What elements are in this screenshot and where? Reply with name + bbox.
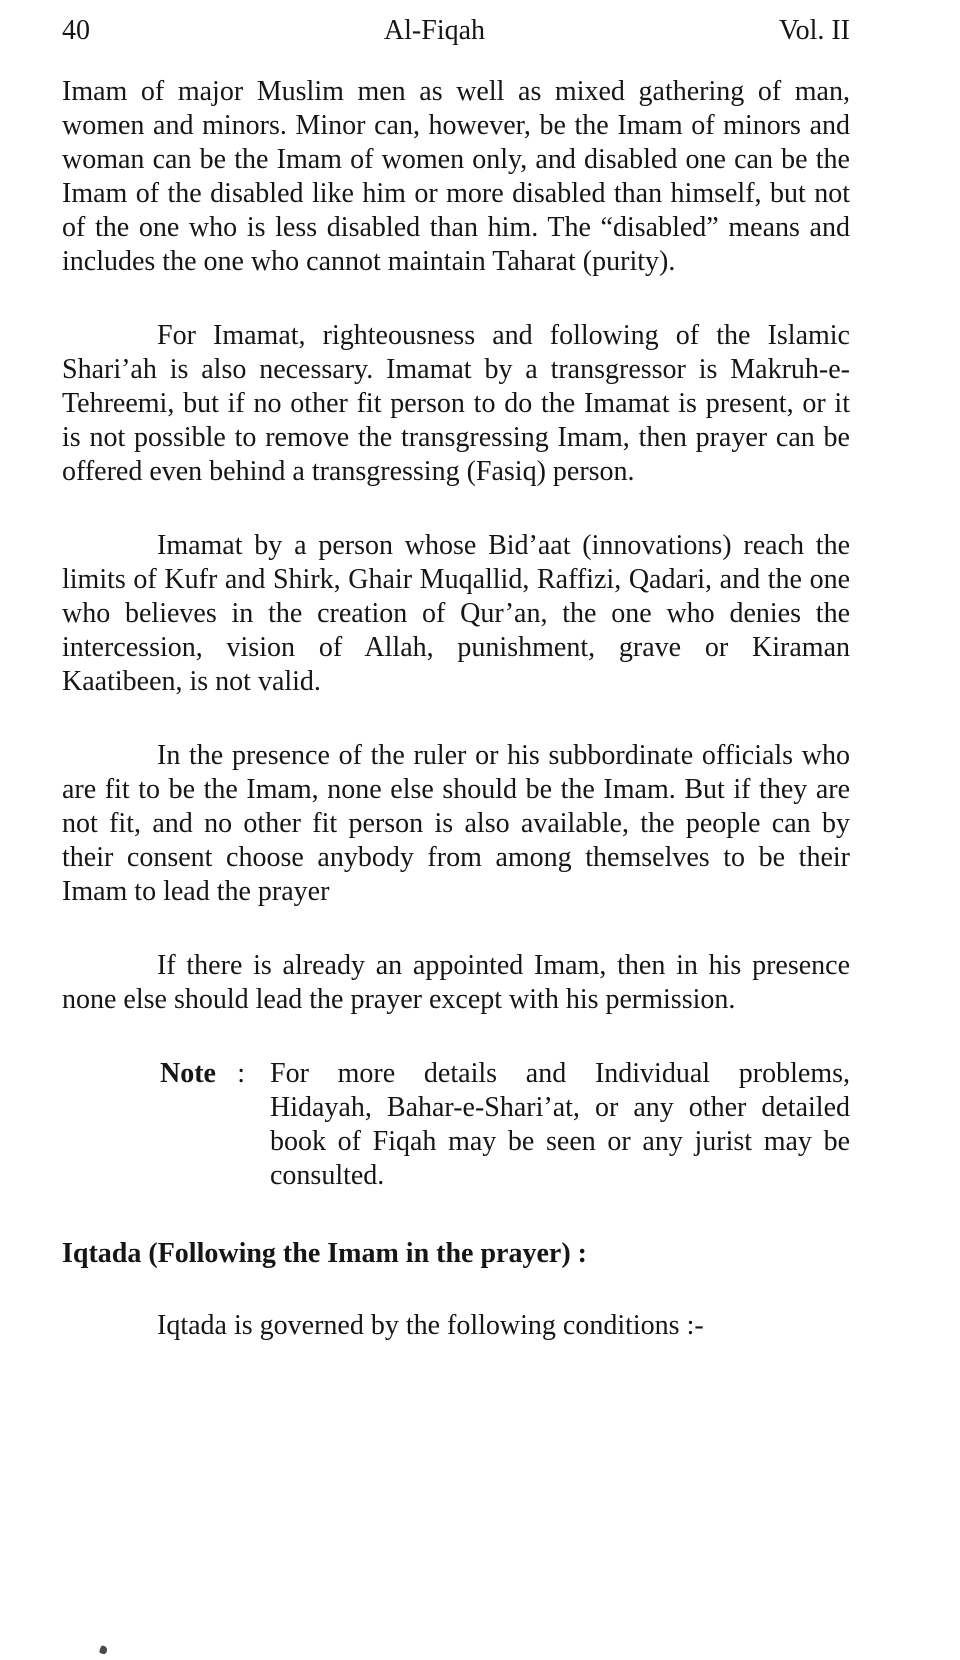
scan-artifact bbox=[99, 1645, 108, 1655]
note-block bbox=[160, 1057, 850, 1193]
page-header bbox=[62, 14, 850, 48]
section-heading-iqtada: Iqtada (Following the Imam in the prayer) : bbox=[62, 1238, 587, 1269]
closing-line: Iqtada is governed by the following conditions :- bbox=[157, 1310, 704, 1341]
paragraph-imam-of-major: Imam of major Muslim men as well as mixed gathering of man, women and minors. Minor can, however, be the Imam of minors and woman can be the Imam of women only, and disabled one can be the Imam of the disabled like him or more disabled than himself, but not of the one who is less disabled than him. The “disabled” means and includes the one who cannot maintain Taharat (purity). bbox=[62, 76, 850, 277]
note-label bbox=[160, 1057, 245, 1193]
page-number: 40 bbox=[62, 15, 90, 46]
page-body bbox=[62, 75, 850, 1343]
note-colon: : bbox=[237, 1058, 245, 1089]
book-title: Al-Fiqah bbox=[383, 15, 486, 46]
paragraph-appointed-imam: If there is already an appointed Imam, then in his presence none else should lead the prayer except with his permission. bbox=[62, 950, 850, 1015]
paragraph-imamat-bidaat: Imamat by a person whose Bid’aat (innovations) reach the limits of Kufr and Shirk, Ghair Muqallid, Raffizi, Qadari, and the one who believes in the creation of Qur’an, the one who denies the intercession, vision of Allah, punishment, grave or Kiraman Kaatibeen, is not valid. bbox=[62, 530, 850, 697]
note-word: Note bbox=[160, 1058, 216, 1089]
paragraph-for-imamat: For Imamat, righteousness and following of the Islamic Shari’ah is also necessary. Imamat by a transgressor is Makruh-e-Tehreemi, but if no other fit person to do the Imamat is present, or it is not possible to remove the transgressing Imam, then prayer can be offered even behind a transgressing (Fasiq) person. bbox=[62, 320, 850, 487]
paragraph-presence-of-ruler: In the presence of the ruler or his subbordinate officials who are fit to be the Imam, none else should be the Imam. But if they are not fit, and no other fit person is also available, the people can by their consent choose anybody from among themselves to be their Imam to lead the prayer bbox=[62, 740, 850, 907]
note-text: For more details and Individual problems, Hidayah, Bahar-e-Shari’at, or any other detailed book of Fiqah may be seen or any jurist may be consulted. bbox=[270, 1058, 850, 1191]
volume-label: Vol. II bbox=[778, 15, 850, 46]
